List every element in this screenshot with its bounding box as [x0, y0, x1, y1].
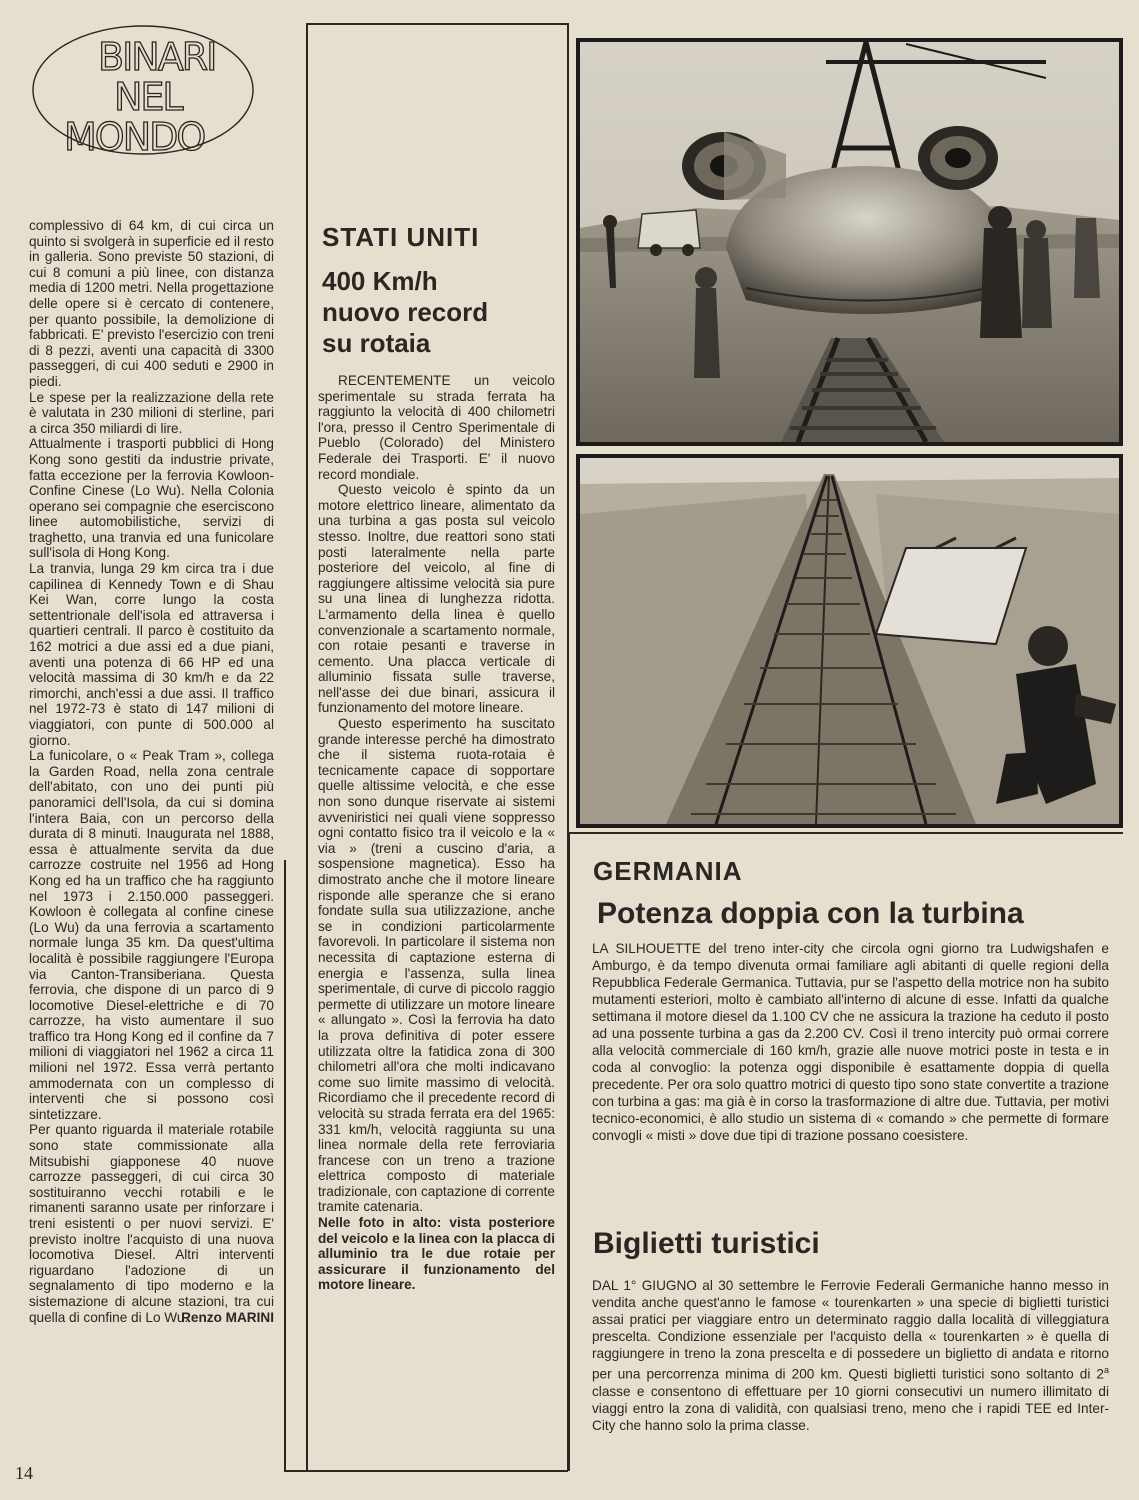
- tickets-text-part2: classe e consentono di effettuare per 10 giorni consecutivi un numero illimitato di viaggi entro la zona di validità, con qualsiasi treno, meno che i rapidi TEE ed Inter-City che hanno solo la prima classe.: [592, 1383, 1109, 1433]
- box-rule-left: [306, 23, 308, 1471]
- germany-paragraph: LA SILHOUETTE del treno inter-city che circola ogni giorno tra Ludwigshafen e Amburgo, è da tempo divenuta ormai familiare agli abitanti di quelle regioni della Repubblica Federale Germanica. Tuttavia, pur se l'aspetto della motrice non ha subito mutamenti esteriori, molto è cambiato all'interno di alcune di esse. Infatti da qualche settimana il motore diesel da 1.100 CV che ne assicura la trazione ha ceduto il posto ad una possente turbina a gas da 2.200 CV. Così il treno intercity può ormai correre alla velocità commerciale di 160 km/h, grazie alle nuove motrici poste in testa e in coda al convoglio: la potenza oggi disponibile è esattamente doppia di quella precedente. Per ora solo quattro motrici di questo tipo sono state convertite a trazione con turbina a gas: ma già è in corso la trasformazione di altre due. Tuttavia, per motivi tecnico-economici, è allo studio un sistema di « comando » che permette di formare convogli « misti » dove due tipi di trazione possano coesistere.: [592, 941, 1109, 1143]
- left-paragraph: La funicolare, o « Peak Tram », collega la Garden Road, nella zona centrale dell'abitato, con uno dei punti più panoramici dell'Isola, da cui si domina l'intera Baia, con un percorso della durata di 8 minuti. Inaugurata nel 1888, essa è attualmente servita da due carrozze costruite nel 1956 ad Hong Kong ed ha un traffico che ha raggiunto nel 1973 i 2.150.000 passeggeri. Kowloon è collegata al confine cinese (Lo Wu) da una ferrovia a scartamento normale lunga 35 km. Da quest'ultima località è possibile raggiungere l'Europa via Canton-Transiberiana. Questa ferrovia, che dispone di un parco di 9 locomotive Diesel-elettriche e di 70 carrozze, ha visto aumentare il suo traffico tra Hong Kong ed il confine da 7 milioni di viaggiatori nel 1962 a circa 11 milioni nel 1972. Essa verrà pertanto ammodernata con un complesso di interventi che si possono così sintetizzare.: [29, 748, 274, 1122]
- photo-vehicle-rear: [576, 38, 1123, 446]
- germany-country-heading: GERMANIA: [593, 856, 743, 886]
- logo-line-3: MONDO: [64, 115, 205, 158]
- germany-box-top: [568, 832, 1123, 834]
- usa-country-heading: STATI UNITI: [322, 222, 480, 252]
- logo-line-1: BINARI: [98, 35, 216, 79]
- germany-body: [592, 940, 1109, 1144]
- left-paragraph: complessivo di 64 km, di cui circa un quinto si svolgerà in superficie ed il resto in galleria. Sono previste 50 stazioni, di cui 8 comuni a più linee, con distanza media di 1200 metri. Nella progettazione delle opere si è cercato di contenere, per quanto possibile, la demolizione di fabbricati. E' previsto l'esercizio con treni di 8 pezzi, aventi una capacità di 3300 passeggeri, di cui 400 seduti e 2900 in piedi.: [29, 218, 274, 389]
- photo-caption: Nelle foto in alto: vista posteriore del veicolo e la linea con la placca di alluminio tra le due rotaie per assicurare il funzionamento del motore lineare.: [318, 1215, 555, 1293]
- left-paragraph: La tranvia, lunga 29 km circa tra i due capilinea di Kennedy Town e di Shau Kei Wan, corre lungo la costa settentrionale dell'isola ed attraversa i quartieri centrali. Il parco è costituito da 162 motrici a due assi ed a due piani, aventi una potenza di 66 HP ed una velocità massima di 30 km/h e da 22 rimorchi, anch'essi a due assi. Il traffico nel 1972-73 è stato di 147 milioni di viaggiatori, con punte di 500.000 al giorno.: [29, 561, 274, 748]
- section-logo: [30, 22, 256, 158]
- author-name: Renzo MARINI: [181, 1310, 274, 1326]
- tickets-superscript: a: [1103, 1365, 1109, 1375]
- logo-line-2: NEL: [114, 75, 182, 119]
- usa-paragraph: Questo esperimento ha suscitato grande interesse perché ha dimostrato che il sistema ruota-rotaia è tecnicamente capace di sopportare quelle altissime velocità, e che esse non sono dunque riservate ai sistemi avveniristici nei quali viene soppresso ogni contatto fisico tra il veicolo e la « via » (treni a cuscino d'aria, a sospensione magnetica). Esso ha dimostrato anche che il motore lineare risponde alle speranze che si erano fondate sulla sua utilizzazione, anche se in condizioni particolarmente favorevoli. In particolare il sistema non necessita di captazione esterna di energia e l'assenza, sulla linea sperimentale, di curve di piccolo raggio permette di utilizzare un motore lineare « allungato ». Così la ferrovia ha dato la prova definitiva di poter essere utilizzata oltre la fatidica zona di 300 chilometri all'ora che molti indicavano come suo limite massimo di velocità. Ricordiamo che il precedente record di velocità su strada ferrata era del 1965: 331 km/h, velocità raggiunta su una linea normale della rete ferroviaria francese con un treno a trazione elettrica composto di materiale tradizionale, con captazione di corrente tramite catenaria.: [318, 716, 555, 1215]
- left-column-divider: [284, 860, 286, 1471]
- germany-title: Potenza doppia con la turbina: [597, 897, 1024, 930]
- usa-body: [318, 373, 555, 1293]
- left-paragraph: Le spese per la realizzazione della rete è valutata in 230 milioni di sterline, pari a circa 350 miliardi di lire.: [29, 389, 274, 436]
- usa-paragraph: Questo veicolo è spinto da un motore elettrico lineare, alimentato da una turbina a gas posta sul veicolo stesso. Inoltre, due reattori sono stati posti lateralmente nella parte posteriore del veicolo, al fine di raggiungere altissime velocità sia pure su una linea di lunghezza ridotta. L'armamento della linea è quello convenzionale a scartamento normale, con rotaie pesanti e traverse in cemento. Una placca verticale di alluminio fissata sulle traverse, nell'asse dei due binari, assicura il funzionamento del motore lineare.: [318, 482, 555, 716]
- box-rule-top: [306, 23, 568, 25]
- left-paragraph: Attualmente i trasporti pubblici di Hong Kong sono gestiti da industrie private, fatta eccezione per la ferrovia Kowloon-Confine Cinese (Lo Wu). Nella Colonia operano sei compagnie che eserciscono linee automobilistiche, servizi di traghetto, una tranvia ed una funicolare sull'isola di Hong Kong.: [29, 436, 274, 561]
- usa-paragraph: RECENTEMENTE un veicolo sperimentale su strada ferrata ha raggiunto la velocità di 400 chilometri l'ora, presso il Centro Sperimentale di Pueblo (Colorado) del Ministero Federale dei Trasporti. E' il nuovo record mondiale.: [318, 373, 555, 482]
- usa-title: [322, 266, 488, 359]
- usa-title-line: 400 Km/h: [322, 266, 438, 296]
- tickets-paragraph: [592, 1277, 1109, 1434]
- usa-title-line: nuovo record: [322, 297, 489, 327]
- usa-title-line: su rotaia: [322, 328, 431, 358]
- left-paragraph: Per quanto riguarda il materiale rotabile sono state commissionate alla Mitsubishi giapponese 40 nuove carrozze passeggeri, di cui circa 30 sostituiranno vecchi rotabili e le rimanenti saranno usate per rinforzare i treni esistenti o per nuovi servizi. E' previsto inoltre l'acquisto di una nuova locomotiva Diesel. Altri interventi riguardano l'adozione di un segnalamento di tipo moderno e la sistemazione di alcune stazioni, tra cui quella di confine di Lo Wu.: [29, 1122, 274, 1325]
- tickets-body: [592, 1277, 1109, 1434]
- box-rule-bottom: [284, 1470, 568, 1472]
- tickets-text-part1: DAL 1° GIUGNO al 30 settembre le Ferrovie Federali Germaniche hanno messo in vendita anche quest'anno le famose « tourenkarten » una specie di biglietti turistici assai pratici per viaggiare entro un determinato raggio dalla località di villeggiatura prescelta. Condizione essenziale per l'acquisto della « tourenkarten » è quella di raggiungere in treno la zona prescelta e di possedere un biglietto di andata e ritorno per una percorrenza minima di 200 km. Questi biglietti turistici sono soltanto di 2: [592, 1278, 1109, 1382]
- photo-track: [576, 454, 1123, 828]
- left-column: [29, 218, 274, 1326]
- page-number: 14: [15, 1463, 33, 1483]
- tickets-title: Biglietti turistici: [593, 1227, 820, 1260]
- germany-box-left: [568, 832, 570, 1471]
